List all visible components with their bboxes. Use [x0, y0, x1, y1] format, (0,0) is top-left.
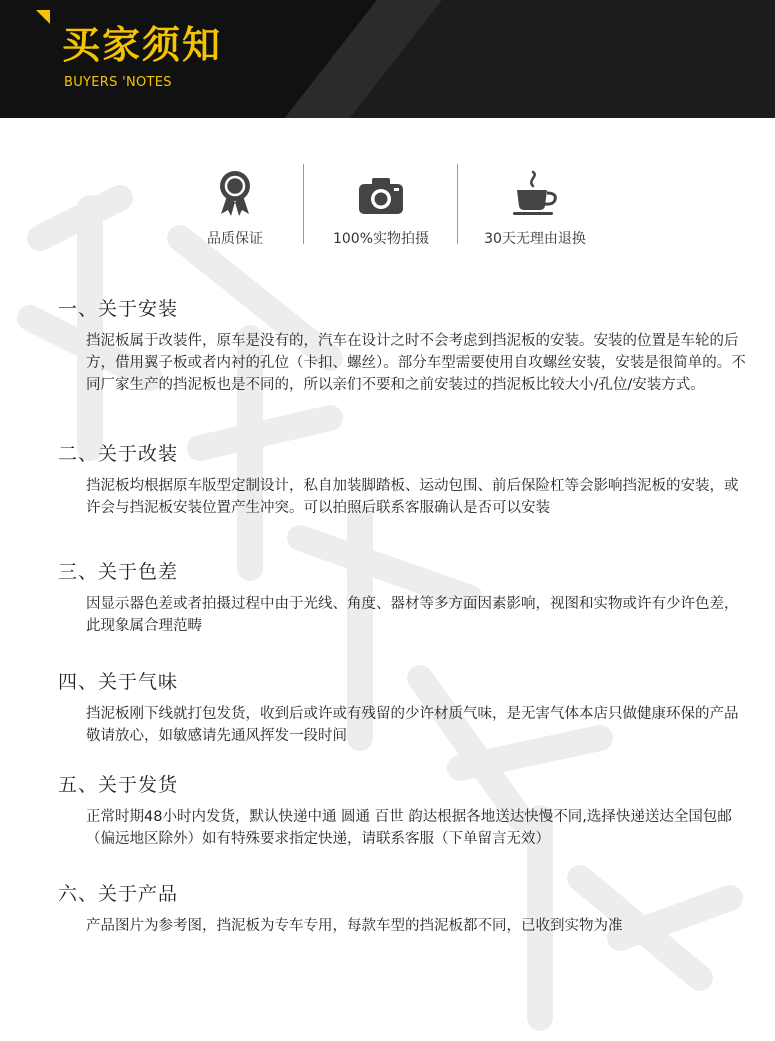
medal-icon	[215, 170, 255, 216]
corner-triangle-icon	[36, 10, 50, 24]
section-body: 挡泥板均根据原车版型定制设计，私自加装脚踏板、运动包围、前后保险杠等会影响挡泥板的安装，或许会与挡泥板安装位置产生冲突。可以拍照后联系客服确认是否可以安装	[86, 478, 739, 516]
section-odor	[58, 669, 748, 747]
guarantee-badges	[0, 160, 775, 250]
section-installation	[58, 296, 748, 396]
section-title: 四、关于气味	[58, 671, 179, 693]
divider	[457, 164, 458, 244]
badge-quality	[160, 160, 310, 248]
section-body: 因显示器色差或者拍摄过程中由于光线、角度、器材等多方面因素影响，视图和实物或许有少许色差，此现象属合理范畴	[86, 596, 739, 634]
divider	[303, 164, 304, 244]
section-color-difference	[58, 559, 748, 637]
section-product	[58, 881, 748, 937]
page-title: 买家须知	[62, 23, 223, 67]
section-body: 正常时期48小时内发货，默认快递中通 圆通 百世 韵达根据各地送达快慢不同,选择快递送达全国包邮（偏远地区除外）如有特殊要求指定快递，请联系客服（下单留言无效）	[86, 809, 732, 847]
section-modification	[58, 441, 748, 519]
section-shipping	[58, 772, 748, 850]
badge-return	[460, 160, 610, 248]
coffee-cup-icon	[509, 170, 561, 216]
section-title: 一、关于安装	[58, 298, 179, 320]
badge-label: 30天无理由退换	[484, 231, 586, 247]
section-title: 六、关于产品	[58, 883, 179, 905]
badge-label: 100%实物拍摄	[332, 231, 430, 247]
header-banner	[0, 0, 775, 118]
page-subtitle: BUYERS 'NOTES	[64, 75, 172, 90]
section-body: 挡泥板属于改装件，原车是没有的，汽车在设计之时不会考虑到挡泥板的安装。安装的位置是车轮的后方，借用翼子板或者内衬的孔位（卡扣、螺丝）。部分车型需要使用自攻螺丝安装，安装是很简单的。不同厂家生产的挡泥板也是不同的，所以亲们不要和之前安装过的挡泥板比较大小/孔位/安装方式。	[86, 333, 746, 393]
section-body: 产品图片为参考图，挡泥板为专车专用，每款车型的挡泥板都不同，已收到实物为准	[86, 918, 623, 934]
section-body: 挡泥板刚下线就打包发货，收到后或许或有残留的少许材质气味，是无害气体本店只做健康环保的产品敬请放心，如敏感请先通风挥发一段时间	[86, 706, 739, 744]
section-title: 三、关于色差	[58, 561, 179, 583]
camera-icon	[357, 176, 405, 216]
badge-label: 品质保证	[207, 231, 263, 247]
section-title: 五、关于发货	[58, 774, 179, 796]
section-title: 二、关于改装	[58, 443, 179, 465]
badge-real-photo	[306, 160, 456, 248]
